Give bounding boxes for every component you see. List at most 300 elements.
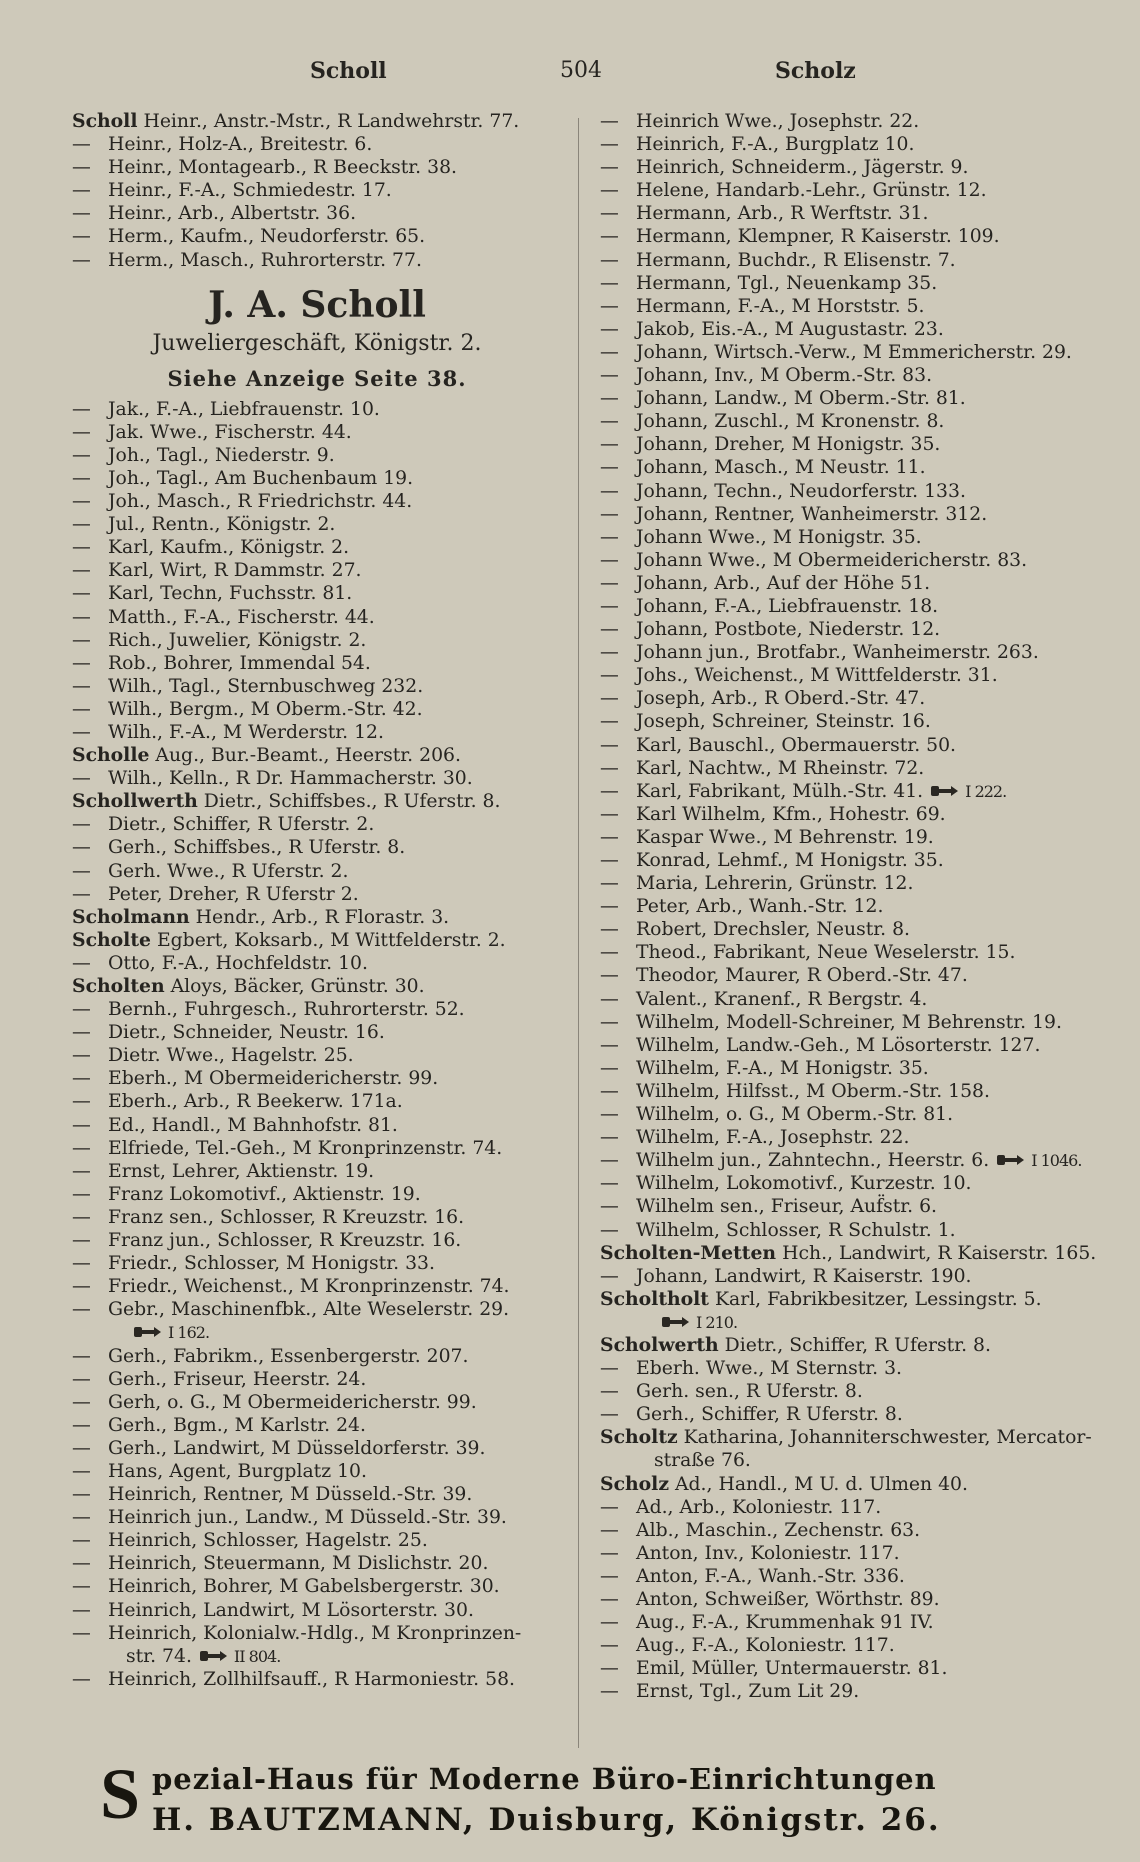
directory-entry: [600, 941, 1120, 964]
directory-entry: [72, 975, 602, 998]
directory-entry: [72, 421, 602, 444]
directory-entry: [72, 1437, 602, 1460]
directory-entry: [72, 110, 602, 133]
ditto-dash: —: [72, 1068, 91, 1090]
directory-entry: [600, 526, 1120, 549]
entry-text: Joh., Masch., R Friedrichstr. 44.: [108, 491, 413, 513]
phone-number: I 1046.: [1031, 1151, 1082, 1171]
directory-entry: [600, 572, 1120, 595]
entry-text: Eberh., Arb., R Beekerw. 171a.: [108, 1091, 403, 1113]
entry-text: Gerh., Landwirt, M Düsseldorferstr. 39.: [108, 1437, 486, 1459]
directory-entry: [600, 1265, 1120, 1288]
ditto-dash: —: [72, 249, 91, 271]
entry-text: Wilhelm, Schlosser, R Schulstr. 1.: [636, 1219, 956, 1241]
surname-heading: Scholten-Metten: [600, 1241, 777, 1264]
ditto-dash: —: [72, 721, 91, 743]
entry-text: Egbert, Koksarb., M Wittfelderstr. 2.: [156, 929, 506, 951]
ditto-dash: —: [72, 203, 91, 225]
entry-text: Heinrich, Rentner, M Düsseld.-Str. 39.: [108, 1484, 473, 1506]
ditto-dash: —: [600, 318, 619, 340]
ditto-dash: —: [600, 272, 619, 294]
directory-entry: [600, 1634, 1120, 1657]
directory-entry: [600, 410, 1120, 433]
directory-entry: [72, 1529, 602, 1552]
ditto-dash: —: [600, 711, 619, 733]
entry-text: Valent., Kranenf., R Bergstr. 4.: [636, 988, 928, 1010]
directory-entry: [72, 1645, 602, 1668]
directory-entry: [600, 295, 1120, 318]
header-left-keyword: Scholl: [310, 58, 387, 84]
ditto-dash: —: [600, 180, 619, 202]
surname-heading: Scholwerth: [600, 1333, 719, 1356]
directory-entry: [600, 1657, 1120, 1680]
directory-entry: [72, 536, 602, 559]
directory-entry: [600, 1195, 1120, 1218]
ditto-dash: —: [72, 1484, 91, 1506]
ditto-dash: —: [72, 1437, 91, 1459]
ditto-dash: —: [72, 1460, 91, 1482]
ditto-dash: —: [72, 444, 91, 466]
entry-text: Johann, Landw., M Oberm.-Str. 81.: [636, 388, 966, 410]
ditto-dash: —: [72, 157, 91, 179]
ditto-dash: —: [72, 1576, 91, 1598]
ditto-dash: —: [72, 134, 91, 156]
directory-entry: [600, 272, 1120, 295]
ditto-dash: —: [600, 919, 619, 941]
ditto-dash: —: [72, 1022, 91, 1044]
ditto-dash: —: [600, 988, 619, 1010]
page-header: [0, 58, 1140, 98]
entry-text: straße 76.: [654, 1450, 751, 1472]
entry-text: Anton, Schweißer, Wörthstr. 89.: [636, 1589, 940, 1610]
directory-entry: [600, 1588, 1120, 1611]
ditto-dash: —: [72, 1091, 91, 1113]
entry-text: Heinrich, Landwirt, M Lösorterstr. 30.: [108, 1599, 474, 1621]
entry-text: Dietr., Schneider, Neustr. 16.: [108, 1022, 385, 1044]
directory-entry: [600, 156, 1120, 179]
entry-text: Wilh., Tagl., Sternbuschweg 232.: [108, 675, 424, 697]
entry-text: Heinrich, Zollhilfsauff., R Harmoniestr. 58.: [108, 1668, 515, 1690]
directory-entry: [72, 179, 602, 202]
ditto-dash: —: [600, 1542, 619, 1564]
directory-entry: [72, 606, 602, 629]
ditto-dash: —: [72, 1183, 91, 1205]
directory-entry: [600, 710, 1120, 733]
ditto-dash: —: [72, 421, 91, 443]
entry-text: Dietr. Wwe., Hagelstr. 25.: [108, 1045, 354, 1067]
entry-text: Johann jun., Brotfabr., Wanheimerstr. 263.: [636, 642, 1039, 664]
directory-entry: [600, 1473, 1120, 1496]
ditto-dash: —: [600, 965, 619, 987]
directory-entry: [72, 929, 602, 952]
directory-entry: [600, 1080, 1120, 1103]
ditto-dash: —: [600, 665, 619, 687]
entry-text: Ad., Handl., M U. d. Ulmen 40.: [674, 1473, 968, 1495]
header-right-keyword: Scholz: [775, 58, 856, 84]
entry-text: Johann, Zuschl., M Kronenstr. 8.: [636, 411, 945, 433]
ditto-dash: —: [600, 1150, 619, 1172]
entry-text: Heinrich jun., Landw., M Düsseld.-Str. 39.: [108, 1507, 507, 1529]
entry-text: Wilhelm jun., Zahntechn., Heerstr. 6.: [636, 1150, 990, 1172]
ditto-dash: —: [600, 572, 619, 594]
directory-entry: [72, 721, 602, 744]
ditto-dash: —: [600, 1034, 619, 1056]
entry-text: Ad., Arb., Koloniestr. 117.: [636, 1496, 882, 1518]
ditto-dash: —: [600, 526, 619, 548]
directory-entry: [600, 1311, 1120, 1334]
phone-number: I 162.: [168, 1323, 210, 1343]
entry-text: Heinr., Arb., Albertstr. 36.: [108, 203, 357, 225]
ditto-dash: —: [72, 999, 91, 1021]
ditto-dash: —: [600, 1011, 619, 1033]
directory-entry: [72, 1345, 602, 1368]
ditto-dash: —: [72, 1599, 91, 1621]
entry-text: Joh., Tagl., Niederstr. 9.: [108, 444, 335, 466]
entry-text: Johann, Wirtsch.-Verw., M Emmericherstr. 29.: [636, 341, 1072, 363]
surname-heading: Scholten: [72, 975, 165, 997]
directory-entry: [600, 826, 1120, 849]
directory-entry: [600, 687, 1120, 710]
ditto-dash: —: [72, 1345, 91, 1367]
entry-text: Ed., Handl., M Bahnhofstr. 81.: [108, 1114, 398, 1136]
ditto-dash: —: [600, 619, 619, 641]
directory-entry: [600, 1542, 1120, 1565]
ditto-dash: —: [72, 768, 91, 790]
entry-text: Friedr., Weichenst., M Kronprinzenstr. 74.: [108, 1276, 510, 1298]
directory-entry: [600, 964, 1120, 987]
entry-text: Wilhelm, F.-A., M Honigstr. 35.: [636, 1057, 929, 1079]
entry-text: Anton, F.-A., Wanh.-Str. 336.: [636, 1565, 905, 1587]
directory-entry: [72, 883, 602, 906]
surname-heading: Schollwerth: [72, 790, 198, 813]
entry-text: Friedr., Schlosser, M Honigstr. 33.: [108, 1253, 435, 1275]
directory-entry: [72, 1599, 602, 1622]
directory-entry: [600, 1565, 1120, 1588]
directory-entry: [72, 225, 602, 248]
entry-text: Wilh., F.-A., M Werderstr. 12.: [108, 721, 384, 743]
ditto-dash: —: [600, 1080, 619, 1102]
entry-text: Karl, Wirt, R Dammstr. 27.: [108, 560, 362, 582]
entry-text: Heinrich, Bohrer, M Gabelsbergerstr. 30.: [108, 1576, 500, 1598]
entry-text: Johann, Rentner, Wanheimerstr. 312.: [636, 503, 988, 525]
directory-entry: [600, 1149, 1120, 1172]
ditto-dash: —: [600, 1635, 619, 1657]
directory-entry: [72, 767, 602, 790]
entry-text: Wilhelm, Modell-Schreiner, M Behrenstr. 19.: [636, 1011, 1062, 1033]
ditto-dash: —: [72, 1507, 91, 1529]
ditto-dash: —: [600, 157, 619, 179]
directory-entry: [600, 1126, 1120, 1149]
entry-text: Otto, F.-A., Hochfeldstr. 10.: [108, 952, 368, 974]
entry-text: Hermann, Arb., R Werftstr. 31.: [636, 203, 929, 225]
ditto-dash: —: [600, 341, 619, 363]
phone-number: I 222.: [965, 781, 1007, 801]
surname-heading: Scholl: [72, 110, 138, 132]
ditto-dash: —: [600, 203, 619, 225]
entry-text: Hermann, Klempner, R Kaiserstr. 109.: [636, 226, 1000, 248]
telephone-icon: [132, 1325, 162, 1339]
ditto-dash: —: [600, 1681, 619, 1703]
entry-text: Gerh., Fabrikm., Essenbergerstr. 207.: [108, 1345, 469, 1367]
right-column: [600, 110, 1120, 1703]
entry-text: Wilhelm, o. G., M Oberm.-Str. 81.: [636, 1104, 954, 1126]
directory-entry: [600, 1011, 1120, 1034]
entry-text: Johann, Masch., M Neustr. 11.: [636, 457, 926, 479]
ditto-dash: —: [600, 1265, 619, 1287]
directory-entry: [72, 1114, 602, 1137]
entry-text: Karl Wilhelm, Kfm., Hohestr. 69.: [636, 803, 946, 825]
directory-entry: [72, 952, 602, 975]
entry-text: Franz Lokomotivf., Aktienstr. 19.: [108, 1183, 421, 1205]
ditto-dash: —: [600, 1496, 619, 1518]
directory-entry: [72, 490, 602, 513]
directory-entry: [600, 387, 1120, 410]
entry-text: Wilhelm, F.-A., Josephstr. 22.: [636, 1127, 910, 1149]
ditto-dash: —: [72, 1414, 91, 1436]
directory-entry: [72, 1183, 602, 1206]
ditto-dash: —: [72, 226, 91, 248]
ditto-dash: —: [72, 1045, 91, 1067]
directory-entry: [600, 849, 1120, 872]
surname-heading: Scholtholt: [600, 1287, 709, 1310]
directory-entry: [600, 1219, 1120, 1242]
directory-entry: [72, 906, 602, 929]
directory-entry: [600, 110, 1120, 133]
entry-text: Theodor, Maurer, R Oberd.-Str. 47.: [636, 965, 968, 987]
entry-text: Rich., Juwelier, Königstr. 2.: [108, 629, 367, 651]
directory-entry: [72, 444, 602, 467]
ditto-dash: —: [600, 457, 619, 479]
directory-entry: [600, 1034, 1120, 1057]
directory-entry: [72, 582, 602, 605]
directory-entry: [72, 1460, 602, 1483]
ad-line-1: pezial-Haus für Moderne Büro-Einrichtungen: [152, 1762, 937, 1796]
ditto-dash: —: [72, 1299, 91, 1321]
ditto-dash: —: [600, 226, 619, 248]
phone-number: I 210.: [696, 1312, 738, 1332]
entry-text: Ernst, Lehrer, Aktienstr. 19.: [108, 1160, 375, 1182]
directory-entry: [72, 998, 602, 1021]
entry-text: Gerh., Bgm., M Karlstr. 24.: [108, 1414, 366, 1436]
entry-text: Ernst, Tgl., Zum Lit 29.: [636, 1681, 860, 1703]
entry-text: Heinrich, Schlosser, Hagelstr. 25.: [108, 1530, 428, 1552]
entry-text: Bernh., Fuhrgesch., Ruhrorterstr. 52.: [108, 999, 465, 1021]
directory-entry: [72, 1298, 602, 1321]
entry-text: Herm., Kaufm., Neudorferstr. 65.: [108, 226, 426, 248]
entry-text: Gerh., Schiffsbes., R Uferstr. 8.: [108, 837, 406, 859]
entry-text: Dietr., Schiffer, R Uferstr. 8.: [724, 1334, 991, 1356]
entry-text: Eberh., M Obermeidericherstr. 99.: [108, 1068, 439, 1090]
surname-heading: Scholmann: [72, 905, 190, 928]
entry-text: Theod., Fabrikant, Neue Weselerstr. 15.: [636, 942, 1016, 964]
entry-text: Joseph, Arb., R Oberd.-Str. 47.: [636, 688, 926, 710]
ditto-dash: —: [600, 1219, 619, 1241]
directory-entry: [600, 503, 1120, 526]
ditto-dash: —: [72, 491, 91, 513]
entry-text: Herm., Masch., Ruhrorterstr. 77.: [108, 249, 422, 271]
entry-text: Johann, Arb., Auf der Höhe 51.: [636, 572, 931, 594]
entry-text: Aug., F.-A., Koloniestr. 117.: [636, 1635, 895, 1657]
entry-text: Karl, Bauschl., Obermauerstr. 50.: [636, 734, 957, 756]
entry-text: Maria, Lehrerin, Grünstr. 12.: [636, 873, 914, 895]
directory-entry: [600, 595, 1120, 618]
directory-entry: [72, 249, 602, 272]
ditto-dash: —: [600, 1658, 619, 1680]
directory-entry: [72, 559, 602, 582]
ditto-dash: —: [72, 1622, 91, 1644]
directory-entry: [72, 836, 602, 859]
surname-heading: Scholte: [72, 928, 151, 951]
surname-heading: Scholtz: [600, 1426, 678, 1449]
directory-entry: [72, 1668, 602, 1691]
ditto-dash: —: [600, 134, 619, 156]
ditto-dash: —: [600, 549, 619, 571]
entry-text: Joh., Tagl., Am Buchenbaum 19.: [108, 467, 414, 489]
ditto-dash: —: [600, 295, 619, 317]
ditto-dash: —: [600, 1196, 619, 1218]
entry-text: Helene, Handarb.-Lehr., Grünstr. 12.: [636, 180, 987, 202]
directory-entry: [72, 1391, 602, 1414]
ditto-dash: —: [72, 1553, 91, 1575]
entry-text: Heinrich, Schneiderm., Jägerstr. 9.: [636, 157, 969, 179]
entry-text: Karl, Nachtw., M Rheinstr. 72.: [636, 757, 925, 779]
telephone-icon: [929, 784, 959, 798]
directory-entry: [600, 1242, 1120, 1265]
entry-text: Anton, Inv., Koloniestr. 117.: [636, 1542, 900, 1564]
ditto-dash: —: [600, 365, 619, 387]
surname-heading: Scholle: [72, 744, 150, 767]
ditto-dash: —: [600, 642, 619, 664]
ditto-dash: —: [72, 1276, 91, 1298]
ditto-dash: —: [600, 1589, 619, 1610]
entry-text: Wilh., Bergm., M Oberm.-Str. 42.: [108, 698, 423, 720]
directory-entry: [600, 1611, 1120, 1634]
directory-entry: [600, 664, 1120, 687]
entry-text: str. 74.: [126, 1645, 192, 1667]
entry-text: Eberh. Wwe., M Sternstr. 3.: [636, 1358, 903, 1380]
ditto-dash: —: [600, 1612, 619, 1634]
entry-text: Elfriede, Tel.-Geh., M Kronprinzenstr. 74.: [108, 1137, 503, 1159]
directory-entry: [72, 698, 602, 721]
entry-text: Robert, Drechsler, Neustr. 8.: [636, 919, 911, 941]
ditto-dash: —: [72, 1368, 91, 1390]
ditto-dash: —: [600, 850, 619, 871]
entry-text: Wilhelm, Hilfsst., M Oberm.-Str. 158.: [636, 1080, 990, 1102]
entry-text: Johs., Weichenst., M Wittfelderstr. 31.: [636, 665, 998, 687]
entry-text: Wilh., Kelln., R Dr. Hammacherstr. 30.: [108, 768, 473, 790]
ditto-dash: —: [600, 1358, 619, 1380]
ditto-dash: —: [600, 734, 619, 756]
directory-entry: [72, 1137, 602, 1160]
directory-entry: [600, 872, 1120, 895]
ditto-dash: —: [600, 803, 619, 825]
entry-text: Heinrich, Kolonialw.-Hdlg., M Kronprinzen-: [108, 1622, 522, 1644]
entry-text: Hermann, Buchdr., R Elisenstr. 7.: [636, 249, 956, 271]
ditto-dash: —: [72, 698, 91, 720]
ditto-dash: —: [72, 883, 91, 905]
entry-text: Jakob, Eis.-A., M Augustastr. 23.: [636, 318, 944, 340]
directory-entry: [600, 1357, 1120, 1380]
directory-entry: [72, 1622, 602, 1645]
ditto-dash: —: [72, 1206, 91, 1228]
directory-entry: [600, 1103, 1120, 1126]
entry-text: Gerh., Friseur, Heerstr. 24.: [108, 1368, 367, 1390]
entry-text: Johann, Techn., Neudorferstr. 133.: [636, 480, 966, 502]
directory-entry: [600, 1172, 1120, 1195]
ditto-dash: —: [72, 629, 91, 651]
directory-entry: [600, 456, 1120, 479]
ditto-dash: —: [600, 1127, 619, 1149]
directory-entry: [72, 1414, 602, 1437]
ditto-dash: —: [72, 860, 91, 882]
firm-reference: Siehe Anzeige Seite 38.: [167, 365, 467, 391]
ditto-dash: —: [72, 180, 91, 202]
entry-text: Aloys, Bäcker, Grünstr. 30.: [170, 976, 425, 997]
entry-text: Jak., F.-A., Liebfrauenstr. 10.: [108, 398, 380, 420]
entry-text: Hans, Agent, Burgplatz 10.: [108, 1460, 367, 1482]
ditto-dash: —: [72, 583, 91, 605]
ditto-dash: —: [600, 480, 619, 502]
directory-entry: [600, 757, 1120, 780]
entry-text: Jul., Rentn., Königstr. 2.: [108, 514, 336, 536]
entry-text: Hermann, F.-A., M Horststr. 5.: [636, 295, 925, 317]
directory-entry: [72, 1160, 602, 1183]
directory-entry: [72, 156, 602, 179]
directory-entry: [72, 1368, 602, 1391]
directory-entry: [72, 1275, 602, 1298]
directory-entry: [600, 918, 1120, 941]
directory-entry: [600, 1449, 1120, 1472]
ditto-dash: —: [600, 434, 619, 456]
entry-text: Gebr., Maschinenfbk., Alte Weselerstr. 29.: [108, 1299, 510, 1321]
directory-entry: [600, 364, 1120, 387]
entry-text: Dietr., Schiffsbes., R Uferstr. 8.: [203, 791, 501, 813]
entry-text: Peter, Dreher, R Uferstr 2.: [108, 883, 359, 905]
entry-text: Karl, Fabrikant, Mülh.-Str. 41.: [636, 780, 924, 802]
entry-text: Gerh., Schiffer, R Uferstr. 8.: [636, 1404, 903, 1426]
directory-entry: [600, 225, 1120, 248]
entry-text: Johann, Dreher, M Honigstr. 35.: [636, 434, 941, 456]
directory-entry: [72, 1252, 602, 1275]
left-bottom-entries: [72, 398, 602, 1691]
entry-text: Karl, Techn, Fuchsstr. 81.: [108, 583, 353, 605]
ditto-dash: —: [72, 537, 91, 559]
entry-text: Karl, Kaufm., Königstr. 2.: [108, 537, 350, 559]
entry-text: Karl, Fabrikbesitzer, Lessingstr. 5.: [714, 1288, 1042, 1310]
entry-text: Gerh. Wwe., R Uferstr. 2.: [108, 860, 349, 882]
directory-entry: [600, 988, 1120, 1011]
entry-text: Johann, Inv., M Oberm.-Str. 83.: [636, 365, 933, 387]
entry-text: Gerh, o. G., M Obermeidericherstr. 99.: [108, 1391, 477, 1413]
entry-text: Wilhelm, Landw.-Geh., M Lösorterstr. 127.: [636, 1034, 1041, 1056]
ditto-dash: —: [600, 757, 619, 779]
ditto-dash: —: [600, 780, 619, 802]
surname-heading: Scholz: [600, 1472, 669, 1495]
entry-text: Aug., F.-A., Krummenhak 91 IV.: [636, 1612, 934, 1634]
directory-entry: [72, 1067, 602, 1090]
ditto-dash: —: [72, 467, 91, 489]
directory-entry: [600, 641, 1120, 664]
entry-text: Hermann, Tgl., Neuenkamp 35.: [636, 272, 938, 294]
ad-line-2: H. BAUTZMANN, Duisburg, Königstr. 26.: [152, 1802, 941, 1838]
entry-text: Franz sen., Schlosser, R Kreuzstr. 16.: [108, 1206, 465, 1228]
telephone-icon: [198, 1649, 228, 1663]
firm-business: Juweliergeschäft, Königstr. 2.: [152, 330, 482, 356]
ditto-dash: —: [600, 1381, 619, 1403]
left-column: [72, 110, 602, 1691]
right-entries: [600, 110, 1120, 1703]
ditto-dash: —: [600, 942, 619, 964]
